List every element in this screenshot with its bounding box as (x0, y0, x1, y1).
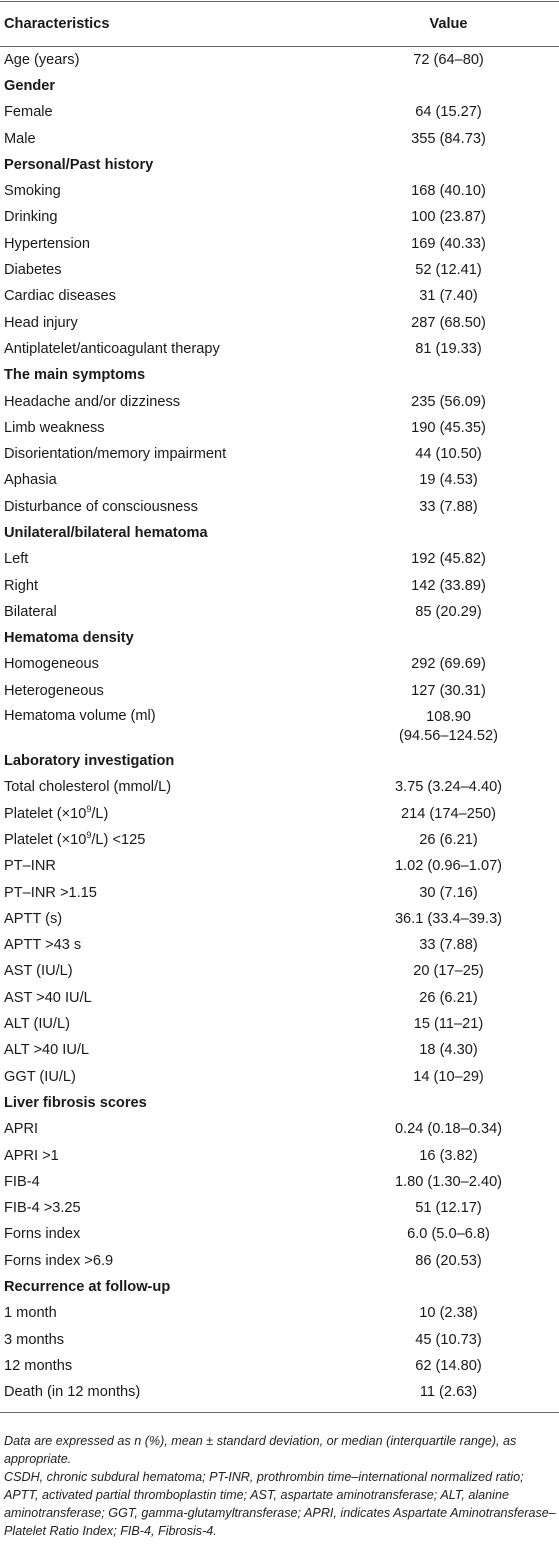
row-label: Headache and/or dizziness (4, 393, 181, 410)
table-row (0, 933, 559, 959)
section-heading: Liver fibrosis scores (4, 1094, 147, 1111)
row-label: APTT (s) (4, 910, 63, 927)
row-label: Cardiac diseases (4, 288, 116, 305)
table-row (0, 1038, 559, 1064)
section-heading-row (0, 1274, 559, 1300)
row-value: 100 (23.87) (411, 209, 486, 226)
table-row (0, 310, 559, 336)
table-row (0, 47, 559, 73)
table-row (0, 1353, 559, 1379)
row-label: Forns index >6.9 (4, 1252, 114, 1269)
row-value: 36.1 (33.4–39.3) (394, 910, 503, 927)
row-label: Death (in 12 months) (4, 1384, 141, 1401)
row-label: Disorientation/memory impairment (4, 446, 227, 463)
table-row (0, 959, 559, 985)
section-heading-row (0, 363, 559, 389)
header-value: Value (429, 15, 468, 32)
row-value: 127 (30.31) (411, 682, 486, 699)
row-label: APRI (4, 1121, 39, 1138)
table-row (0, 1143, 559, 1169)
table-row (0, 704, 559, 748)
section-heading: Recurrence at follow-up (4, 1279, 171, 1295)
row-label: Male (4, 130, 36, 147)
row-value: 0.24 (0.18–0.34) (394, 1121, 503, 1138)
row-label: ALT >40 IU/L (4, 1042, 90, 1059)
row-value: 31 (7.40) (419, 288, 478, 305)
row-label: Smoking (4, 183, 61, 200)
table-row (0, 257, 559, 283)
row-value: 355 (84.73) (411, 130, 486, 147)
row-value: 1.80 (1.30–2.40) (394, 1173, 503, 1190)
section-heading: Hematoma density (4, 630, 134, 647)
table-row (0, 389, 559, 415)
table-row (0, 1064, 559, 1090)
row-label: GGT (IU/L) (4, 1068, 76, 1085)
footnote-abbreviations: CSDH, chronic subdural hematoma; PT-INR, prothrombin time–international normalized ratio; APTT, activated partial thromboplastin time; AST, aspartate aminotransferase; ALT, alanine aminotransferase; GGT, gamma-glutamyltransferase; APRI, indicates Aspartate Aminotransferase–Platelet Ratio Index; FIB-4, Fibrosis-4. (4, 1470, 556, 1538)
row-value: 45 (10.73) (415, 1331, 482, 1348)
row-value: 16 (3.82) (419, 1147, 478, 1164)
table-row (0, 494, 559, 520)
row-label-part: Platelet (×10 (4, 805, 87, 822)
row-value: 11 (2.63) (419, 1384, 478, 1401)
row-value: 235 (56.09) (411, 393, 486, 410)
row-label: PT–INR >1.15 (4, 884, 97, 901)
row-label: APRI >1 (4, 1147, 59, 1164)
table-row (0, 1301, 559, 1327)
row-value: 10 (2.38) (419, 1305, 478, 1322)
table-row (0, 205, 559, 231)
row-value: 18 (4.30) (419, 1042, 478, 1059)
table-row (0, 336, 559, 362)
row-value: 19 (4.53) (419, 472, 478, 489)
row-value: 20 (17–25) (413, 963, 484, 980)
table-row (0, 1195, 559, 1221)
table-row (0, 1169, 559, 1195)
table-row (0, 415, 559, 441)
footnote-data-expression: Data are expressed as n (%), mean ± standard deviation, or median (interquartile range), as appropriate. (4, 1434, 517, 1466)
section-heading: Personal/Past history (4, 156, 154, 173)
row-value: 33 (7.88) (419, 937, 478, 954)
table-row (0, 441, 559, 467)
row-label-superscript: 9 (86, 803, 92, 814)
section-heading-row (0, 748, 559, 774)
row-value: 30 (7.16) (419, 884, 478, 901)
section-heading: Unilateral/bilateral hematoma (4, 524, 208, 541)
row-label: Hematoma volume (ml) (4, 708, 156, 725)
table-row (0, 678, 559, 704)
table-footnotes (4, 1432, 556, 1540)
row-value: 192 (45.82) (411, 551, 486, 568)
row-value: 169 (40.33) (411, 235, 486, 252)
row-label: APTT >43 s (4, 937, 82, 954)
section-heading-row (0, 73, 559, 99)
row-label (4, 803, 109, 823)
row-label: Forns index (4, 1226, 81, 1243)
row-value: 62 (14.80) (415, 1357, 482, 1374)
row-label: Disturbance of consciousness (4, 498, 198, 515)
section-heading-row (0, 520, 559, 546)
row-label: 12 months (4, 1357, 73, 1374)
section-heading-row (0, 1090, 559, 1116)
row-label: Drinking (4, 209, 58, 226)
row-label: AST >40 IU/L (4, 989, 92, 1006)
row-value: 44 (10.50) (415, 446, 482, 463)
table-body (0, 47, 559, 1406)
table-row (0, 906, 559, 932)
table-row (0, 854, 559, 880)
table-row (0, 1222, 559, 1248)
row-label: Total cholesterol (mmol/L) (4, 779, 172, 796)
row-value: 3.75 (3.24–4.40) (394, 779, 503, 796)
table-row (0, 652, 559, 678)
table-bottom-rule (0, 1412, 559, 1413)
table-header-row (0, 1, 559, 47)
row-value: 6.0 (5.0–6.8) (407, 1226, 490, 1243)
row-value: 52 (12.41) (415, 262, 482, 279)
row-value: 51 (12.17) (415, 1200, 482, 1217)
section-heading-row (0, 626, 559, 652)
row-value: 14 (10–29) (413, 1068, 484, 1085)
section-heading: The main symptoms (4, 367, 146, 384)
section-heading: Laboratory investigation (4, 753, 175, 770)
table-row (0, 775, 559, 801)
table-row (0, 284, 559, 310)
row-value-line: 108.90 (426, 709, 471, 726)
row-label: Left (4, 551, 29, 568)
row-label: ALT (IU/L) (4, 1016, 70, 1033)
row-value: 214 (174–250) (401, 805, 496, 822)
table-row (0, 573, 559, 599)
table-row (0, 880, 559, 906)
row-value-line: (94.56–124.52) (399, 728, 498, 745)
row-value: 142 (33.89) (411, 577, 486, 594)
row-label: 1 month (4, 1305, 57, 1322)
row-value (338, 708, 559, 746)
table-row (0, 547, 559, 573)
row-label: Bilateral (4, 603, 57, 620)
row-value: 64 (15.27) (415, 104, 482, 121)
table-row (0, 827, 559, 853)
row-label: Limb weakness (4, 419, 105, 436)
row-label-part: Platelet (×10 (4, 831, 87, 848)
row-value: 86 (20.53) (415, 1252, 482, 1269)
row-label-part: /L) <125 (91, 831, 146, 848)
row-label: Antiplatelet/anticoagulant therapy (4, 340, 220, 357)
row-label: Aphasia (4, 472, 57, 489)
row-label: Diabetes (4, 262, 62, 279)
row-label: AST (IU/L) (4, 963, 73, 980)
row-label: PT–INR (4, 858, 56, 875)
row-label-superscript: 9 (86, 830, 92, 841)
row-label: Female (4, 104, 53, 121)
row-label: Head injury (4, 314, 78, 331)
table-row (0, 801, 559, 827)
table-row (0, 1380, 559, 1406)
row-label: 3 months (4, 1331, 65, 1348)
table-row (0, 178, 559, 204)
row-label: Right (4, 577, 39, 594)
row-label: Age (years) (4, 51, 80, 68)
row-value: 168 (40.10) (411, 183, 486, 200)
row-label (4, 832, 145, 849)
table-row (0, 468, 559, 494)
row-label: Homogeneous (4, 656, 99, 673)
table-row (0, 1117, 559, 1143)
section-heading: Gender (4, 77, 56, 94)
row-value: 1.02 (0.96–1.07) (394, 858, 503, 875)
header-characteristics: Characteristics (4, 15, 110, 32)
table-row (0, 1011, 559, 1037)
row-value: 15 (11–21) (413, 1016, 484, 1033)
row-value: 287 (68.50) (411, 314, 486, 331)
row-label: FIB-4 (4, 1173, 40, 1190)
row-value: 190 (45.35) (411, 419, 486, 436)
row-label: Heterogeneous (4, 682, 104, 699)
row-value: 292 (69.69) (411, 656, 486, 673)
row-value: 85 (20.29) (415, 603, 482, 620)
row-value: 33 (7.88) (419, 498, 478, 515)
row-value: 81 (19.33) (415, 340, 482, 357)
table-row (0, 126, 559, 152)
row-label-part: /L) (91, 805, 109, 822)
table-row (0, 1248, 559, 1274)
row-value: 72 (64–80) (413, 51, 484, 68)
table-row (0, 599, 559, 625)
table-row (0, 231, 559, 257)
section-heading-row (0, 152, 559, 178)
table-row (0, 1327, 559, 1353)
row-label: Hypertension (4, 235, 90, 252)
row-value: 26 (6.21) (419, 989, 478, 1006)
table-row (0, 100, 559, 126)
row-label: FIB-4 >3.25 (4, 1200, 81, 1217)
row-value: 26 (6.21) (419, 831, 478, 848)
table-row (0, 985, 559, 1011)
